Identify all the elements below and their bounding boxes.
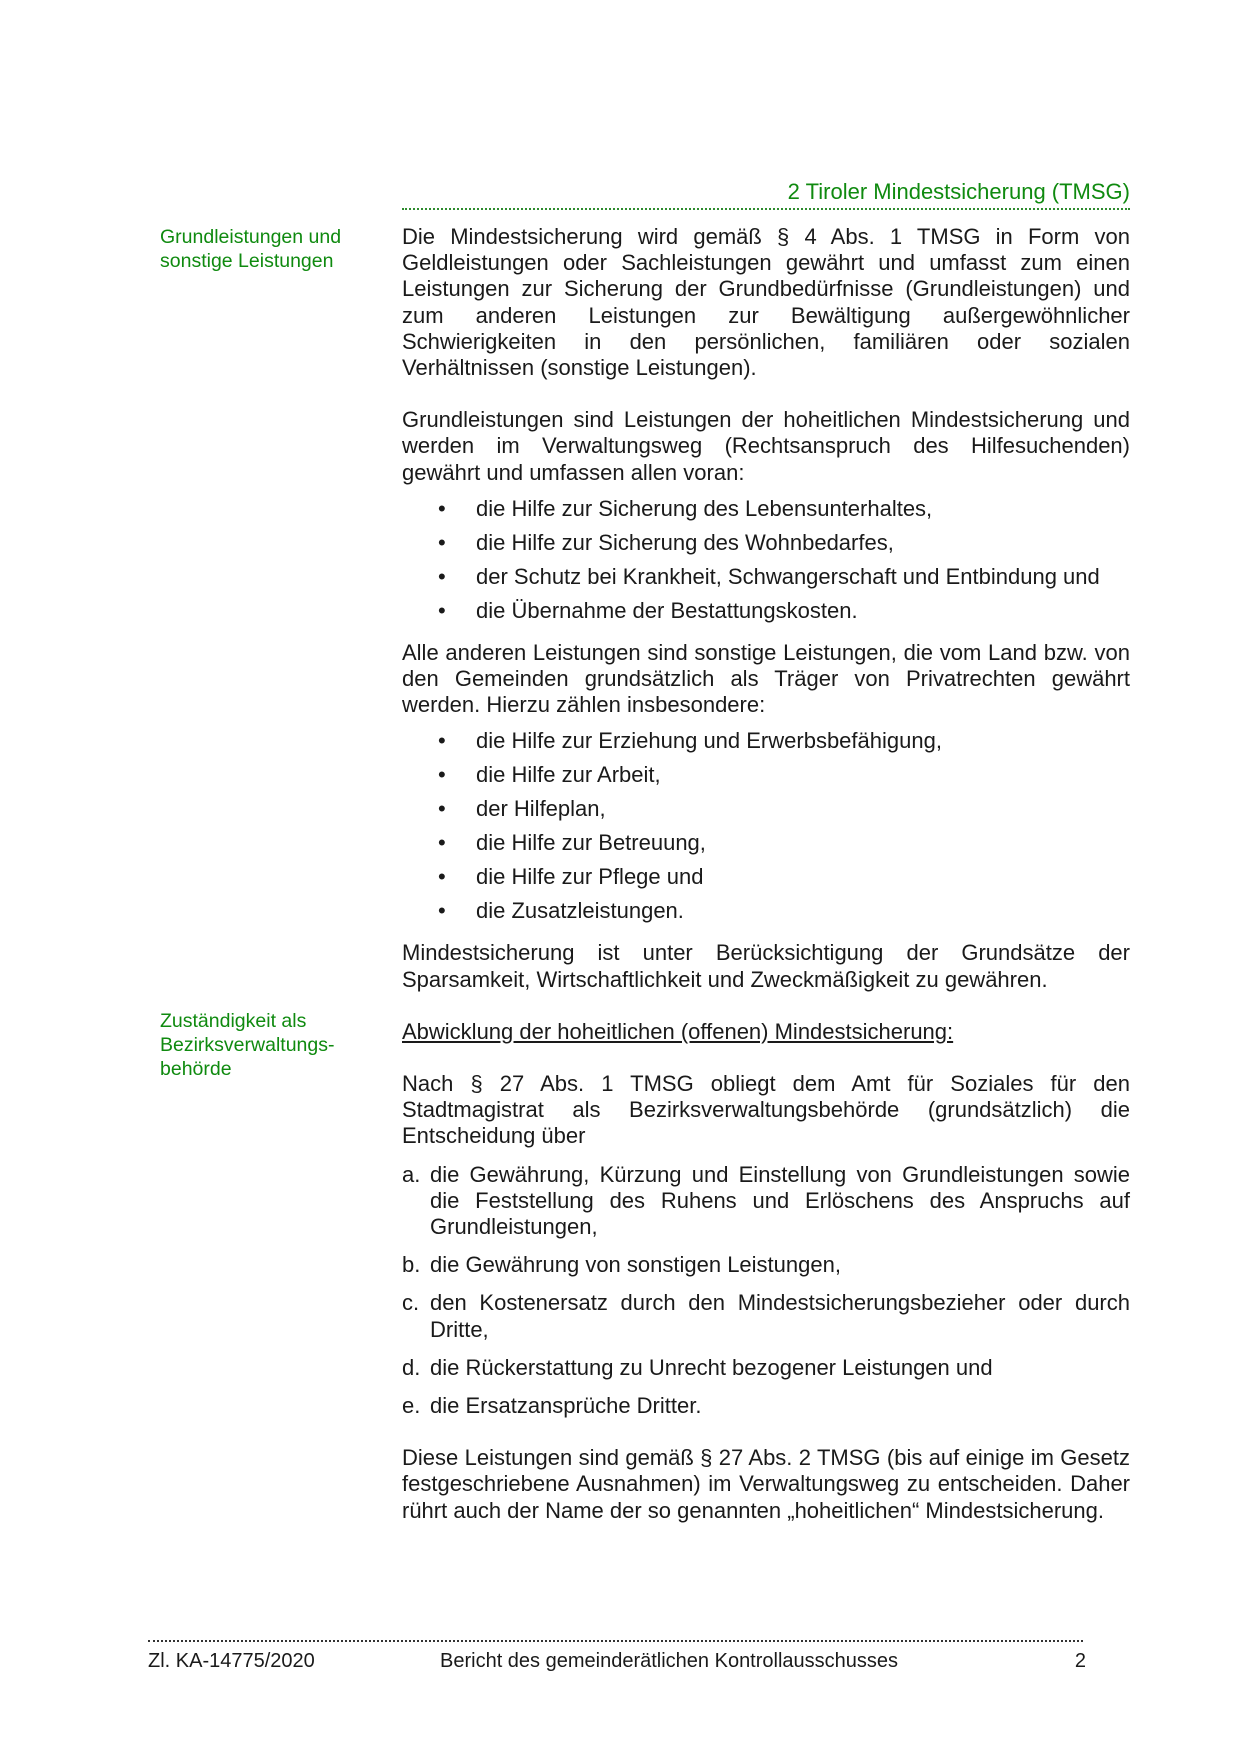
list-item-text: die Gewährung von sonstigen Leistungen, <box>430 1252 841 1278</box>
list-item-text: die Rückerstattung zu Unrecht bezogener Leistungen und <box>430 1354 993 1380</box>
bullet-list-grundleistungen <box>402 492 1130 628</box>
list-marker: c. <box>402 1290 420 1316</box>
paragraph-4: Mindestsicherung ist unter Berücksichtigung der Grundsätze der Sparsamkeit, Wirtschaftlichkeit und Zweckmäßigkeit zu gewähren. <box>402 940 1130 992</box>
report-title: Bericht des gemeinderätlichen Kontrollausschusses <box>440 1650 899 1672</box>
list-item <box>402 1355 1130 1381</box>
list-marker: d. <box>402 1354 421 1380</box>
list-marker: e. <box>402 1393 421 1419</box>
header-divider <box>402 208 1130 210</box>
list-item-text: die Ersatzansprüche Dritter. <box>430 1393 702 1419</box>
list-item: • die Übernahme der Bestattungskosten. <box>402 594 1130 628</box>
list-item: • die Hilfe zur Sicherung des Lebensunterhaltes, <box>402 492 1130 526</box>
list-item <box>402 1290 1130 1342</box>
list-item: • die Hilfe zur Erziehung und Erwerbsbefähigung, <box>402 724 1130 758</box>
main-text <box>402 224 1130 1524</box>
list-item: • die Hilfe zur Betreuung, <box>402 826 1130 860</box>
list-marker: a. <box>402 1161 421 1187</box>
chapter-header: 2 Tiroler Mindestsicherung (TMSG) <box>787 179 1130 204</box>
margin-note-zustaendigkeit: Zuständigkeit als Bezirksverwaltungs-behörde <box>160 1010 335 1080</box>
list-item: • die Hilfe zur Sicherung des Wohnbedarfes, <box>402 526 1130 560</box>
list-item <box>402 1393 1130 1419</box>
list-item: • der Hilfeplan, <box>402 792 1130 826</box>
list-item <box>402 1252 1130 1278</box>
bullet-list-sonstige-leistungen <box>402 724 1130 928</box>
list-item: • der Schutz bei Krankheit, Schwangerschaft und Entbindung und <box>402 560 1130 594</box>
paragraph-3: Alle anderen Leistungen sind sonstige Leistungen, die vom Land bzw. von den Gemeinden grundsätzlich als Träger von Privatrechten gewährt werden. Hierzu zählen insbesondere: <box>402 639 1130 718</box>
list-item: • die Hilfe zur Arbeit, <box>402 758 1130 792</box>
list-item <box>402 1162 1130 1241</box>
list-item-text: die Gewährung, Kürzung und Einstellung von Grundleistungen sowie die Feststellung des Ruhens und Erlöschens des Anspruchs auf Grundleistungen, <box>430 1161 1130 1240</box>
list-item-text: den Kostenersatz durch den Mindestsicherungsbezieher oder durch Dritte, <box>430 1290 1130 1342</box>
list-marker: b. <box>402 1252 421 1278</box>
lettered-list-zustaendigkeit <box>402 1162 1130 1420</box>
footer-divider <box>148 1640 1083 1642</box>
subheading: Abwicklung der hoheitlichen (offenen) Mindestsicherung: <box>402 1018 954 1044</box>
list-item: • die Hilfe zur Pflege und <box>402 860 1130 894</box>
margin-note-grundleistungen: Grundleistungen und sonstige Leistungen <box>160 226 342 272</box>
page-number: 2 <box>1074 1650 1086 1672</box>
paragraph-1: Die Mindestsicherung wird gemäß § 4 Abs. 1 TMSG in Form von Geldleistungen oder Sachleistungen gewährt und umfasst zum einen Leistungen zur Sicherung der Grundbedürfnisse (Grundleistungen) und zum anderen Leistungen zur Bewältigung außergewöhnlicher Schwierigkeiten in den persönlichen, familiären oder sozialen Verhältnissen (sonstige Leistungen). <box>402 224 1130 381</box>
paragraph-2: Grundleistungen sind Leistungen der hoheitlichen Mindestsicherung und werden im Verwaltungsweg (Rechtsanspruch des Hilfesuchenden) gewährt und umfassen allen voran: <box>402 407 1130 485</box>
paragraph-5: Nach § 27 Abs. 1 TMSG obliegt dem Amt für Soziales für den Stadtmagistrat als Bezirksverwaltungsbehörde (grundsätzlich) die Entscheidung über <box>402 1071 1130 1149</box>
document-reference: Zl. KA-14775/2020 <box>148 1650 315 1672</box>
paragraph-6: Diese Leistungen sind gemäß § 27 Abs. 2 TMSG (bis auf einige im Gesetz festgeschriebene Ausnahmen) im Verwaltungsweg zu entscheiden. Daher rührt auch der Name der so genannten „hoheitlichen“ Mindestsicherung. <box>402 1445 1130 1523</box>
list-item: • die Zusatzleistungen. <box>402 894 1130 928</box>
